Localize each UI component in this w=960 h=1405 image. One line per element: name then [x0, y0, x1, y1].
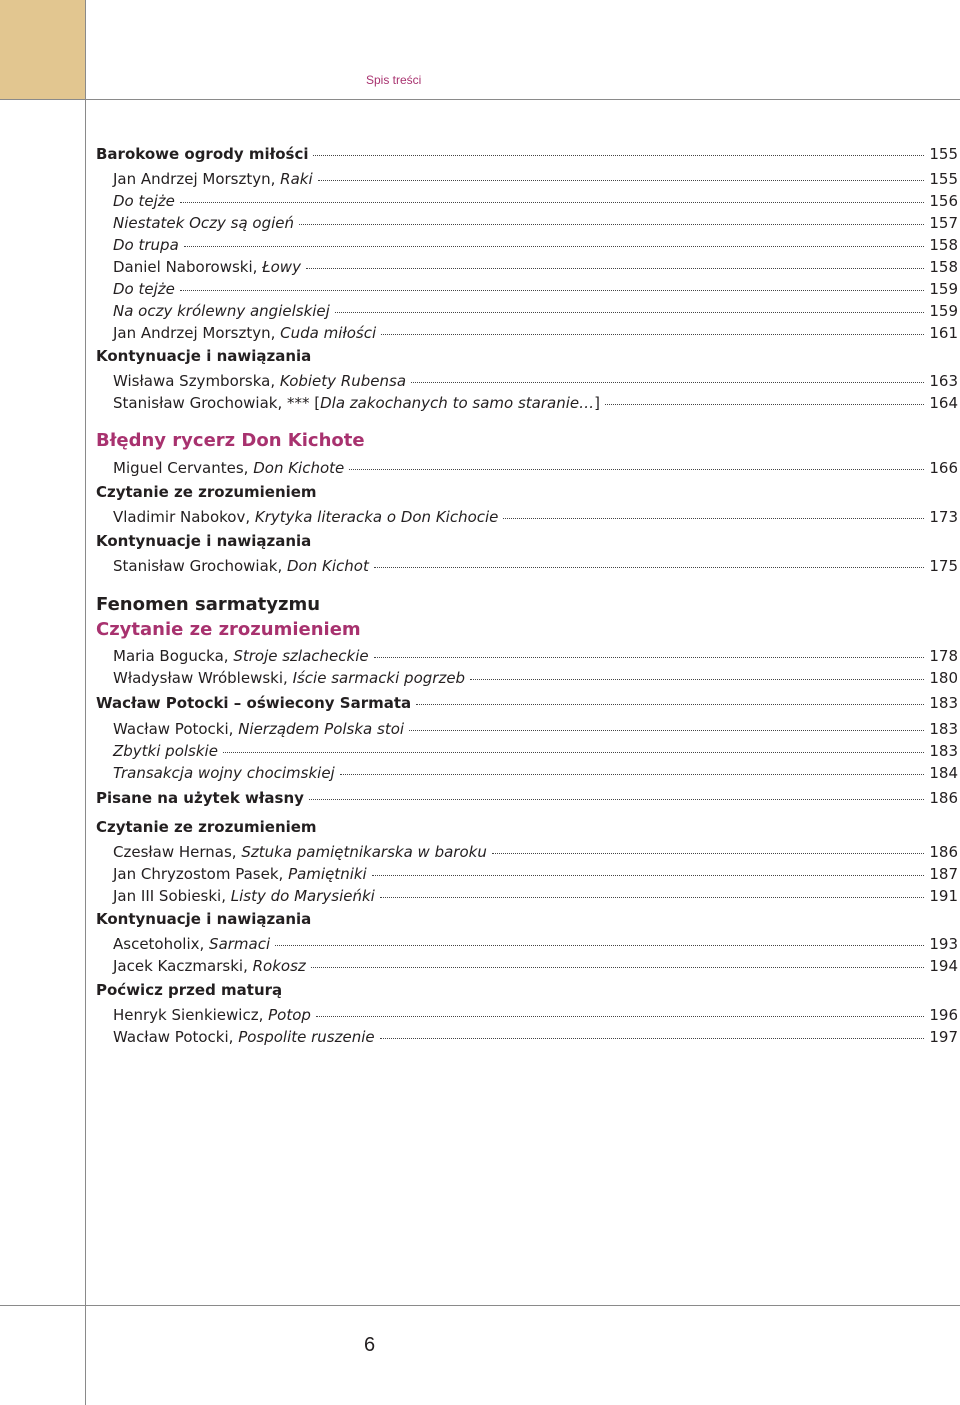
toc-entry-work-title: Pospolite ruszenie [238, 1028, 375, 1046]
dot-leader [372, 874, 925, 876]
toc-entry-work-title: Raki [280, 170, 313, 188]
dot-leader [380, 1037, 925, 1039]
toc-entry-title [113, 234, 179, 256]
dot-leader [340, 773, 925, 775]
toc-entry-author: Wacław Potocki, [113, 720, 239, 738]
toc-entry[interactable] [113, 1026, 958, 1048]
toc-page-number: 161 [929, 324, 958, 342]
toc-entry-author: Miguel Cervantes, [113, 459, 254, 477]
dot-leader [380, 896, 925, 898]
dot-leader [381, 333, 924, 335]
toc-entry[interactable] [113, 506, 958, 528]
toc-entry-text: Barokowe ogrody miłości [96, 145, 309, 163]
toc-entry-author: Jan Andrzej Morsztyn, [113, 170, 281, 188]
toc-page-number: 166 [929, 459, 958, 477]
toc-entry[interactable] [113, 555, 958, 577]
toc-entry-author: Jan Chryzostom Pasek, [113, 865, 289, 883]
dot-leader [416, 703, 924, 705]
toc-entry-title [113, 392, 600, 414]
toc-entry[interactable] [113, 234, 958, 256]
toc-entry-title [113, 645, 369, 667]
toc-entry-title [113, 841, 487, 863]
toc-entry[interactable] [96, 787, 958, 809]
toc-entry-author: Maria Bogucka, [113, 647, 234, 665]
running-head: Spis treści [366, 73, 422, 87]
toc-entry[interactable] [96, 143, 958, 165]
toc-heading: Kontynuacje i nawiązania [96, 910, 312, 928]
toc-entry[interactable] [113, 863, 958, 885]
toc-entry-author: Vladimir Nabokov, [113, 508, 255, 526]
toc-page-number: 175 [929, 557, 958, 575]
dot-leader [492, 852, 925, 854]
toc-page-number: 155 [929, 170, 958, 188]
dot-leader [223, 751, 924, 753]
toc-entry[interactable] [96, 692, 958, 714]
toc-page-number: 183 [929, 720, 958, 738]
footer-rule [0, 1305, 960, 1306]
toc-entry-work-title: Nierządem Polska stoi [238, 720, 405, 738]
toc-entry-work-title: Na oczy królewny angielskiej [113, 302, 330, 320]
toc-page-number: 194 [929, 957, 958, 975]
toc-entry-work-title: Listy do Marysieńki [230, 887, 375, 905]
toc-page-number: 163 [929, 372, 958, 390]
toc-entry-title [113, 278, 175, 300]
page-number: 6 [364, 1334, 376, 1356]
toc-entry[interactable] [113, 740, 958, 762]
dot-leader [311, 966, 925, 968]
toc-entry-title [96, 143, 308, 165]
toc-entry-text: Pisane na użytek własny [96, 789, 304, 807]
toc-entry[interactable] [113, 762, 958, 784]
toc-page-number: 155 [929, 145, 958, 163]
toc-entry-work-title: Sztuka pamiętnikarska w baroku [241, 843, 487, 861]
toc-page-number: 159 [929, 302, 958, 320]
toc-entry-title [113, 457, 344, 479]
toc-entry-work-title: Transakcja wojny chocimskiej [113, 764, 335, 782]
dot-leader [374, 566, 925, 568]
toc-entry-work-title: Dla zakochanych to samo staranie… [320, 394, 595, 412]
toc-entry-work-title: Niestatek Oczy są ogień [113, 214, 295, 232]
toc-page-number: 164 [929, 394, 958, 412]
toc-entry-title [113, 555, 369, 577]
toc-heading: Czytanie ze zrozumieniem [96, 818, 317, 836]
toc-entry-title [113, 885, 375, 907]
toc-entry-suffix: ] [594, 394, 600, 412]
dot-leader [409, 729, 924, 731]
toc-entry-title [96, 692, 411, 714]
toc-page-number: 159 [929, 280, 958, 298]
toc-heading: Kontynuacje i nawiązania [96, 532, 312, 550]
toc-entry-author: Daniel Naborowski, [113, 258, 263, 276]
toc-entry-work-title: Don Kichot [287, 557, 369, 575]
toc-entry-author: Wacław Potocki, [113, 1028, 239, 1046]
toc-entry-work-title: Iście sarmacki pogrzeb [292, 669, 466, 687]
toc-entry[interactable] [113, 322, 958, 344]
toc-page-number: 157 [929, 214, 958, 232]
toc-entry[interactable] [113, 718, 958, 740]
toc-page-number: 186 [929, 789, 958, 807]
toc-entry[interactable] [113, 955, 958, 977]
toc-entry-title [113, 168, 313, 190]
toc-entry[interactable] [113, 212, 958, 234]
toc-entry-work-title: Pamiętniki [288, 865, 367, 883]
toc-heading: Błędny rycerz Don Kichote [96, 430, 365, 451]
toc-entry-author: Jan Andrzej Morsztyn, [113, 324, 281, 342]
dot-leader [470, 678, 924, 680]
toc-page-number: 196 [929, 1006, 958, 1024]
toc-entry[interactable] [113, 457, 958, 479]
toc-page-number: 180 [929, 669, 958, 687]
dot-leader [309, 798, 924, 800]
toc-entry[interactable] [113, 168, 958, 190]
dot-leader [299, 223, 924, 225]
toc-entry-work-title: Zbytki polskie [113, 742, 218, 760]
dot-leader [313, 154, 924, 156]
dot-leader [316, 1015, 924, 1017]
toc-entry-text: Wacław Potocki – oświecony Sarmata [96, 694, 412, 712]
toc-entry-title [113, 667, 465, 689]
toc-entry[interactable] [113, 278, 958, 300]
toc-entry-author: Stanisław Grochowiak, *** [ [113, 394, 321, 412]
toc-entry-title [113, 212, 294, 234]
toc-entry-title [113, 1004, 311, 1026]
toc-entry-title [113, 322, 376, 344]
toc-entry-work-title: Don Kichote [253, 459, 345, 477]
dot-leader [180, 201, 924, 203]
toc-entry-work-title: Łowy [262, 258, 301, 276]
dot-leader [184, 245, 925, 247]
toc-entry-title [96, 787, 304, 809]
toc-entry[interactable] [113, 933, 958, 955]
toc-page-number: 173 [929, 508, 958, 526]
toc-entry-title [113, 1026, 375, 1048]
toc-page-number: 184 [929, 764, 958, 782]
dot-leader [335, 311, 925, 313]
header-rule [0, 99, 960, 100]
toc-entry-author: Wisława Szymborska, [113, 372, 280, 390]
dot-leader [306, 267, 924, 269]
toc-entry[interactable] [113, 885, 958, 907]
dot-leader [503, 517, 924, 519]
dot-leader [349, 468, 924, 470]
dot-leader [605, 403, 924, 405]
toc-entry-title [113, 718, 404, 740]
toc-page-number: 191 [929, 887, 958, 905]
toc-entry[interactable] [113, 370, 958, 392]
toc-entry-author: Jan III Sobieski, [113, 887, 231, 905]
toc-entry-work-title: Krytyka literacka o Don Kichocie [254, 508, 499, 526]
toc-entry[interactable] [113, 256, 958, 278]
toc-entry-work-title: Do trupa [113, 236, 179, 254]
toc-entry-title [113, 190, 175, 212]
toc-entry-title [113, 863, 367, 885]
toc-entry-title [113, 740, 218, 762]
toc-heading: Poćwicz przed maturą [96, 981, 283, 999]
toc-entry-work-title: Kobiety Rubensa [279, 372, 407, 390]
toc-heading: Czytanie ze zrozumieniem [96, 483, 317, 501]
toc-entry-title [113, 370, 406, 392]
toc-heading: Fenomen sarmatyzmu [96, 594, 321, 615]
toc-entry[interactable] [113, 667, 958, 689]
toc-entry-title [113, 506, 498, 528]
toc-page-number: 178 [929, 647, 958, 665]
margin-rule-vertical [85, 0, 86, 1405]
toc-entry-title [113, 300, 330, 322]
toc-entry-work-title: Cuda miłości [280, 324, 377, 342]
toc-page-number: 158 [929, 236, 958, 254]
toc-entry-author: Czesław Hernas, [113, 843, 242, 861]
toc-entry[interactable] [113, 392, 958, 414]
toc-entry-author: Henryk Sienkiewicz, [113, 1006, 269, 1024]
dot-leader [411, 381, 924, 383]
toc-entry-title [113, 762, 335, 784]
toc-entry[interactable] [113, 645, 958, 667]
toc-page-number: 156 [929, 192, 958, 210]
toc-page-number: 183 [929, 742, 958, 760]
dot-leader [275, 944, 924, 946]
toc-entry-title [113, 955, 306, 977]
toc-heading: Kontynuacje i nawiązania [96, 347, 312, 365]
toc-entry-work-title: Rokosz [252, 957, 306, 975]
toc-entry[interactable] [113, 190, 958, 212]
toc-entry-work-title: Do tejże [113, 280, 175, 298]
toc-entry[interactable] [113, 1004, 958, 1026]
toc-heading: Czytanie ze zrozumieniem [96, 619, 361, 640]
toc-entry-title [113, 933, 270, 955]
toc-entry-title [113, 256, 301, 278]
dot-leader [374, 656, 925, 658]
toc-entry-author: Ascetoholix, [113, 935, 210, 953]
toc-entry-work-title: Do tejże [113, 192, 175, 210]
toc-entry[interactable] [113, 300, 958, 322]
toc-entry-work-title: Sarmaci [209, 935, 271, 953]
toc-entry-author: Władysław Wróblewski, [113, 669, 293, 687]
toc-page-number: 187 [929, 865, 958, 883]
toc-page-number: 186 [929, 843, 958, 861]
dot-leader [318, 179, 925, 181]
toc-page-number: 183 [929, 694, 958, 712]
corner-color-block [0, 0, 86, 100]
toc-entry[interactable] [113, 841, 958, 863]
toc-entry-author: Stanisław Grochowiak, [113, 557, 287, 575]
toc-page-number: 193 [929, 935, 958, 953]
toc-page-number: 158 [929, 258, 958, 276]
toc-entry-work-title: Stroje szlacheckie [233, 647, 369, 665]
toc-page-number: 197 [929, 1028, 958, 1046]
dot-leader [180, 289, 924, 291]
toc-entry-work-title: Potop [268, 1006, 311, 1024]
toc-entry-author: Jacek Kaczmarski, [113, 957, 253, 975]
